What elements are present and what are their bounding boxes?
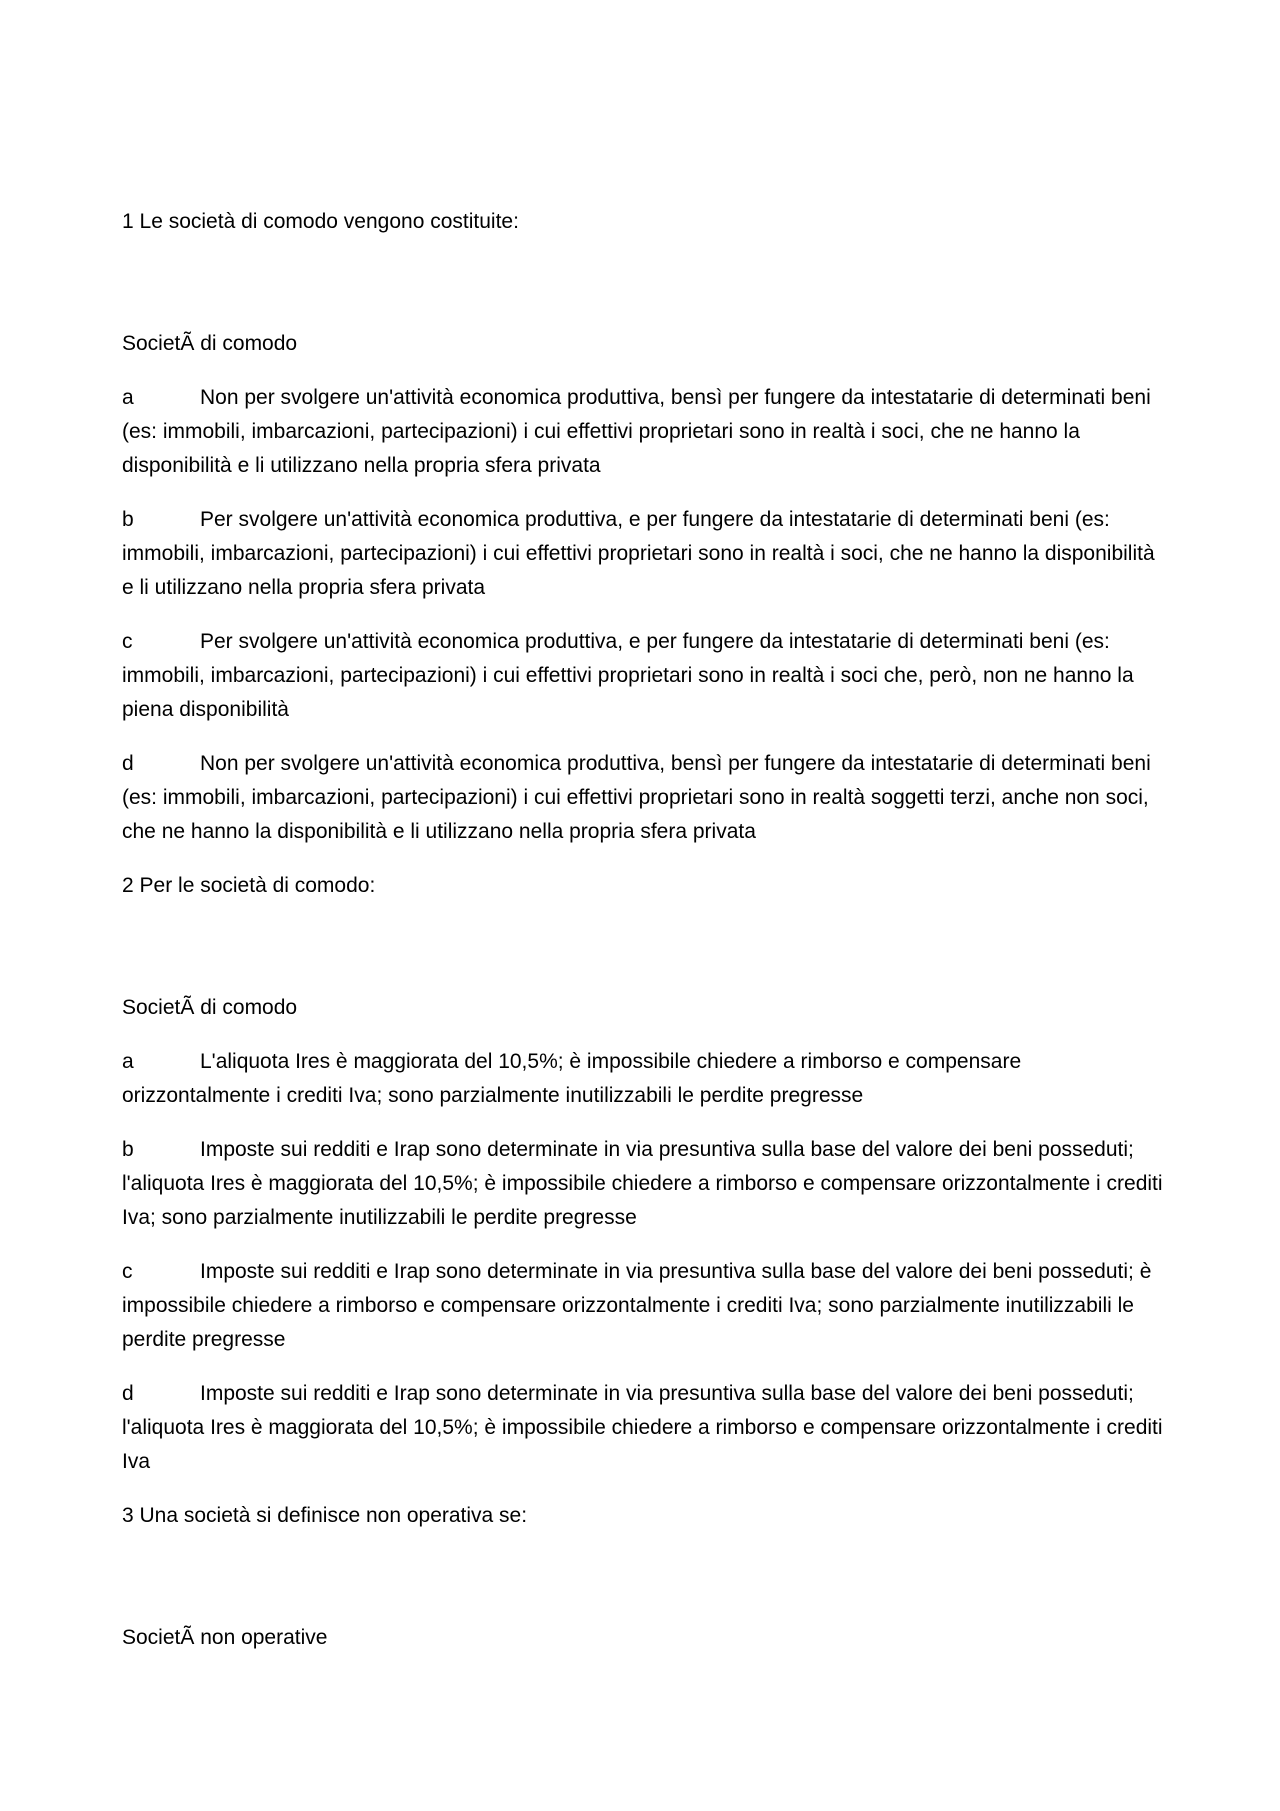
option-text: Imposte sui redditi e Irap sono determinate in via presuntiva sulla base del valore dei beni posseduti; l'aliquota Ires è maggiorata del 10,5%; è impossibile chiedere a rimborso e compensare orizzontalmente i crediti Iva	[122, 1382, 1163, 1473]
answer-option	[122, 625, 1168, 727]
question-prompt: 1 Le società di comodo vengono costituite:	[122, 210, 519, 233]
option-text: L'aliquota Ires è maggiorata del 10,5%; è impossibile chiedere a rimborso e compensare orizzontalmente i crediti Iva; sono parzialmente inutilizzabili le perdite pregresse	[122, 1050, 1022, 1107]
question-category: SocietÃ di comodo	[122, 996, 298, 1019]
answer-option	[122, 381, 1168, 483]
option-letter: b	[122, 1138, 134, 1161]
option-text: Per svolgere un'attività economica produttiva, e per fungere da intestatarie di determinati beni (es: immobili, imbarcazioni, partecipazioni) i cui effettivi proprietari sono in realtà i soci, che ne hanno la disponibilità e li utilizzano nella propria sfera privata	[122, 508, 1155, 599]
option-text: Non per svolgere un'attività economica produttiva, bensì per fungere da intestatarie di determinati beni (es: immobili, imbarcazioni, partecipazioni) i cui effettivi proprietari sono in realtà soggetti terzi, anche non soci, che ne hanno la disponibilità e li utilizzano nella propria sfera privata	[122, 752, 1151, 843]
option-letter: c	[122, 630, 133, 653]
option-text: Imposte sui redditi e Irap sono determinate in via presuntiva sulla base del valore dei beni posseduti; è impossibile chiedere a rimborso e compensare orizzontalmente i crediti Iva; sono parzialmente inutilizzabili le perdite pregresse	[122, 1260, 1152, 1351]
option-letter: a	[122, 386, 134, 409]
question-block	[122, 1499, 1168, 1655]
option-letter: c	[122, 1260, 133, 1283]
answer-option	[122, 503, 1168, 605]
option-letter: a	[122, 1050, 134, 1073]
answer-option	[122, 1255, 1168, 1357]
question-block	[122, 869, 1168, 1479]
option-letter: d	[122, 752, 134, 775]
answer-option	[122, 747, 1168, 849]
option-text: Imposte sui redditi e Irap sono determinate in via presuntiva sulla base del valore dei beni posseduti; l'aliquota Ires è maggiorata del 10,5%; è impossibile chiedere a rimborso e compensare orizzontalmente i crediti Iva; sono parzialmente inutilizzabili le perdite pregresse	[122, 1138, 1163, 1229]
answer-option	[122, 1045, 1168, 1113]
answer-option	[122, 1133, 1168, 1235]
option-text: Per svolgere un'attività economica produttiva, e per fungere da intestatarie di determinati beni (es: immobili, imbarcazioni, partecipazioni) i cui effettivi proprietari sono in realtà i soci che, però, non ne hanno la piena disponibilità	[122, 630, 1134, 721]
option-letter: d	[122, 1382, 134, 1405]
question-block	[122, 205, 1168, 849]
question-category: SocietÃ di comodo	[122, 332, 298, 355]
question-prompt: 2 Per le società di comodo:	[122, 874, 376, 897]
question-prompt: 3 Una società si definisce non operativa se:	[122, 1504, 528, 1527]
option-text: Non per svolgere un'attività economica produttiva, bensì per fungere da intestatarie di determinati beni (es: immobili, imbarcazioni, partecipazioni) i cui effettivi proprietari sono in realtà i soci, che ne hanno la disponibilità e li utilizzano nella propria sfera privata	[122, 386, 1151, 477]
document-page	[122, 205, 1168, 1675]
question-category: SocietÃ non operative	[122, 1626, 328, 1649]
option-letter: b	[122, 508, 134, 531]
answer-option	[122, 1377, 1168, 1479]
